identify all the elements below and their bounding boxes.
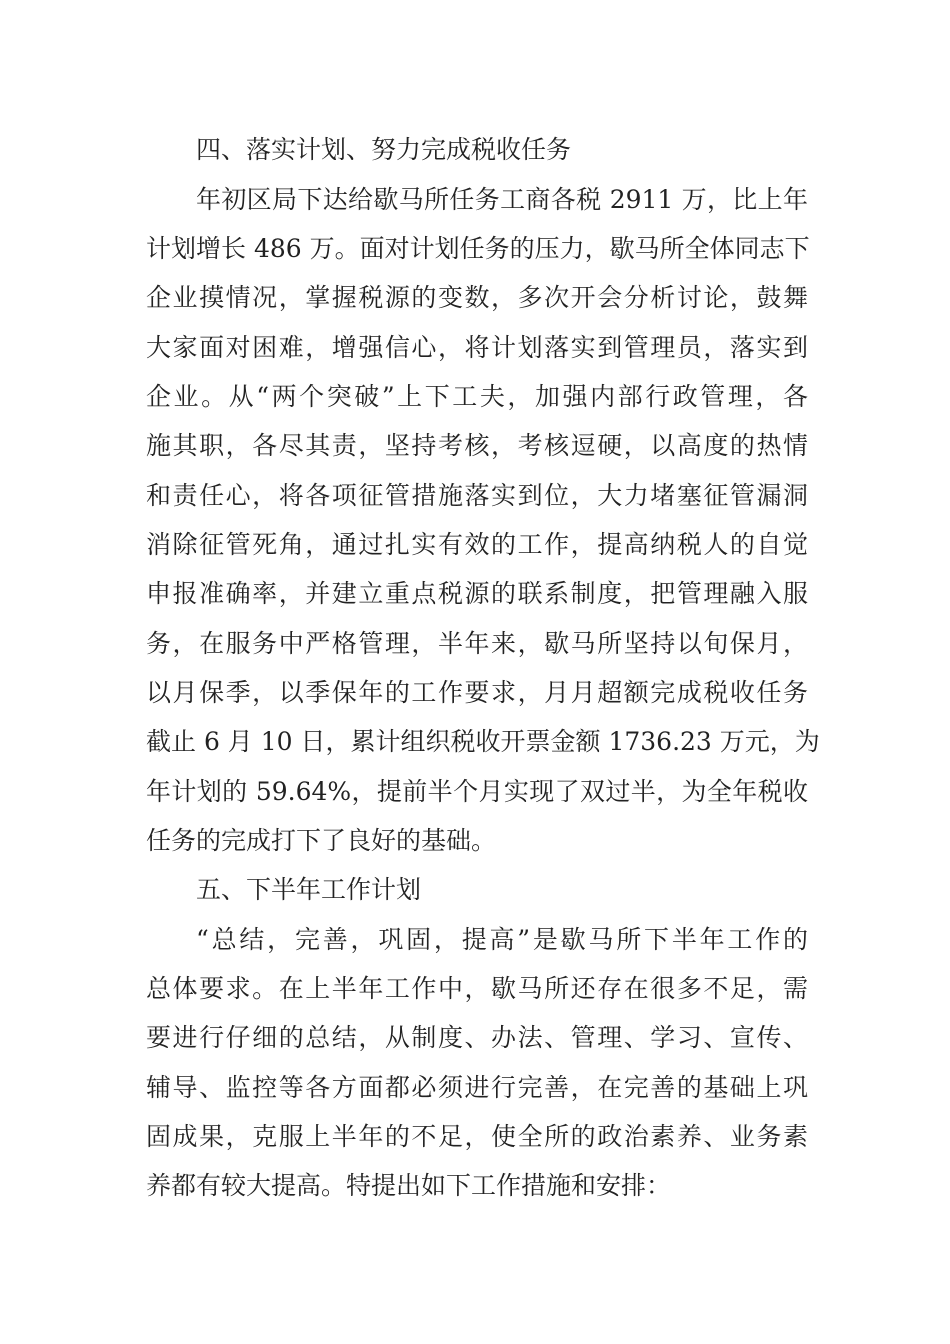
- paragraph-line: 计划增长 486 万。面对计划任务的压力，歇马所全体同志下: [146, 234, 810, 263]
- paragraph-line: 总体要求。在上半年工作中，歇马所还存在很多不足，需: [146, 974, 808, 1003]
- paragraph-line: 施其职，各尽其责，坚持考核，考核逗硬，以高度的热情: [146, 431, 808, 460]
- paragraph-line: 任务的完成打下了良好的基础。: [146, 826, 497, 855]
- paragraph-line: 申报准确率，并建立重点税源的联系制度，把管理融入服: [146, 579, 808, 608]
- paragraph-line: 年初区局下达给歇马所任务工商各税 2911 万，比上年: [196, 185, 808, 214]
- paragraph-line: 固成果，克服上半年的不足，使全所的政治素养、业务素: [146, 1122, 808, 1151]
- paragraph-line: “总结，完善，巩固，提高”是歇马所下半年工作的: [196, 925, 808, 954]
- section-heading-5: 五、下半年工作计划: [196, 875, 422, 904]
- paragraph-line: 和责任心，将各项征管措施落实到位，大力堵塞征管漏洞: [146, 481, 808, 510]
- paragraph-line: 企业。从“两个突破”上下工夫，加强内部行政管理，各: [146, 382, 808, 411]
- paragraph-line: 年计划的 59.64%，提前半个月实现了双过半，为全年税收: [146, 777, 808, 806]
- paragraph-line: 企业摸情况，掌握税源的变数，多次开会分析讨论，鼓舞: [146, 283, 808, 312]
- paragraph-line: 辅导、监控等各方面都必须进行完善，在完善的基础上巩: [146, 1073, 808, 1102]
- paragraph-line: 养都有较大提高。特提出如下工作措施和安排：: [146, 1171, 672, 1200]
- paragraph-line: 截止 6 月 10 日，累计组织税收开票金额 1736.23 万元，为: [146, 727, 820, 756]
- paragraph-line: 要进行仔细的总结，从制度、办法、管理、学习、宣传、: [146, 1023, 808, 1052]
- paragraph-line: 消除征管死角，通过扎实有效的工作，提高纳税人的自觉: [146, 530, 808, 559]
- section-heading-4: 四、落实计划、努力完成税收任务: [196, 135, 572, 164]
- paragraph-line: 以月保季，以季保年的工作要求，月月超额完成税收任务: [146, 678, 808, 707]
- paragraph-line: 务，在服务中严格管理，半年来，歇马所坚持以旬保月，: [146, 629, 808, 658]
- paragraph-line: 大家面对困难，增强信心，将计划落实到管理员，落实到: [146, 333, 808, 362]
